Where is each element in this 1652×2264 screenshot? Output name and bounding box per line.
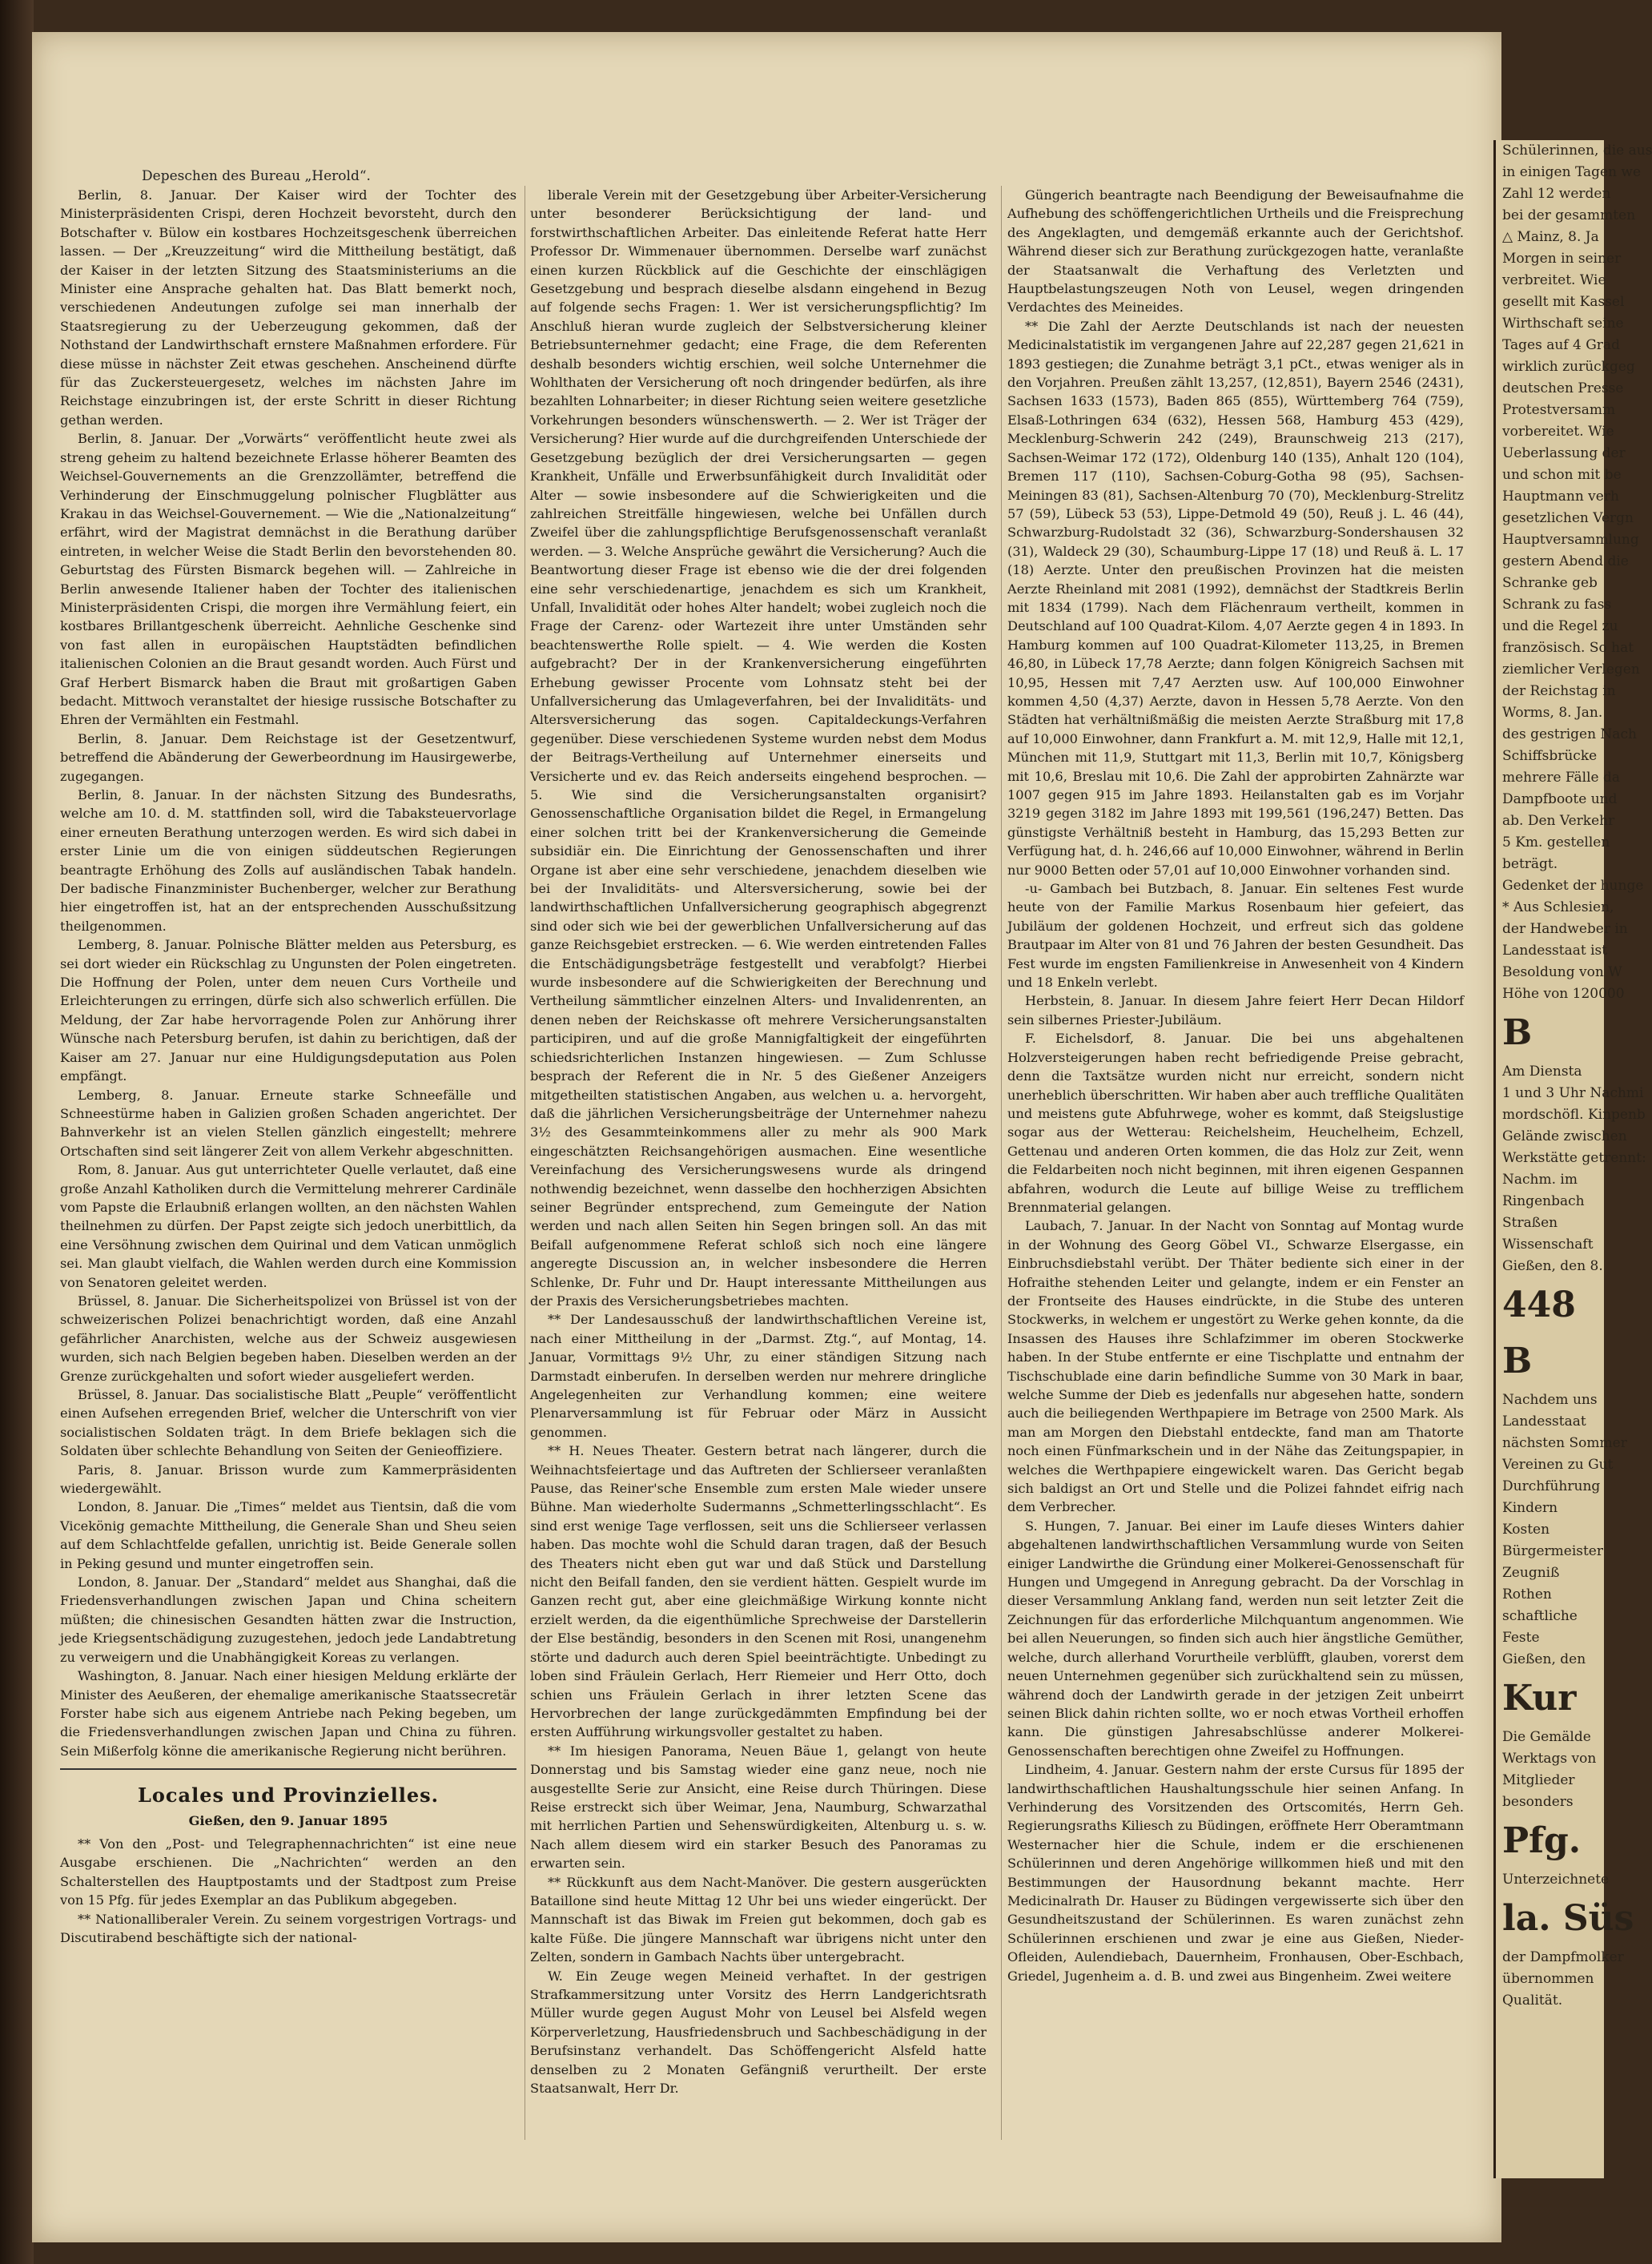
fragment-line: Besoldung von W xyxy=(1502,964,1622,980)
fragment-line: * Aus Schlesien, xyxy=(1502,899,1614,915)
fragment-line: Morgen in seiner xyxy=(1502,251,1622,267)
adjacent-page-fragment xyxy=(1493,140,1652,2178)
fragment-line: gesellt mit Kassel xyxy=(1502,294,1625,310)
fragment-line: Kindern xyxy=(1502,1500,1558,1516)
article-paragraph: -u- Gambach bei Butzbach, 8. Januar. Ein seltenes Fest wurde heute von der Familie Markus Rosenbaum hier gefeiert, das Jubiläum der goldenen Hochzeit, und erfreut sich das goldene Brautpaar im Alter von 81 und 76 Jahren der besten Gesundheit. Das Fest wurde im engsten Familienkreise in Anwesenheit von 4 Kindern und 18 Enkeln verlebt. xyxy=(1007,881,1464,991)
section-title: Locales und Provinzielles. xyxy=(138,1783,439,1808)
fragment-line: 448 xyxy=(1502,1285,1576,1325)
fragment-line: in einigen Tagen we xyxy=(1502,164,1642,180)
column-2 xyxy=(530,186,987,2140)
article-paragraph: Brüssel, 8. Januar. Die Sicherheitspolizei von Brüssel ist von der schweizerischen Polizei benachrichtigt worden, daß eine Anzahl gefährlicher Anarchisten, welche aus der Schweiz ausgewiesen wurden, sich nach Belgien begeben haben. Dieselben werden an der Grenze zurückgehalten und sofort wieder ausgeliefert werden. xyxy=(60,1293,517,1384)
fragment-line: gesetzlichen Vergn xyxy=(1502,510,1634,526)
fragment-line: Schrank zu fass xyxy=(1502,597,1612,613)
fragment-line: Rothen xyxy=(1502,1586,1552,1602)
fragment-line: Mitglieder xyxy=(1502,1772,1575,1788)
fragment-line: deutschen Presse xyxy=(1502,380,1624,396)
book-spine xyxy=(0,0,34,2264)
fragment-line: mehrere Fälle da xyxy=(1502,770,1621,786)
fragment-line: beträgt. xyxy=(1502,856,1558,872)
telegram-header: Depeschen des Bureau „Herold“. xyxy=(142,168,371,184)
article-paragraph: Washington, 8. Januar. Nach einer hiesigen Meldung erklärte der Minister des Aeußeren, der ehemalige amerikanische Staatssecretär Forster habe sich aus eigenem Antriebe nach Peking begeben, um die Friedensverhandlungen zwischen Japan und China zu führen. Sein Mißerfolg könne die amerikanische Regierung nicht berühren. xyxy=(60,1668,517,1759)
article-paragraph: ** Nationalliberaler Verein. Zu seinem vorgestrigen Vortrags- und Discutirabend beschäftigte sich der national- xyxy=(60,1911,517,1945)
article-paragraph: ** Rückkunft aus dem Nacht-Manöver. Die gestern ausgerückten Bataillone sind heute Mittag 12 Uhr bei uns wieder eingerückt. Der Mannschaft ist das Biwak im Freien gut bekommen, doch gab es kalte Füße. Die jüngere Mannschaft war übrigens nicht unter den Zelten, sondern in Gambach Nachts über untergebracht. xyxy=(530,1874,987,1965)
fragment-line: des gestrigen Nach xyxy=(1502,726,1637,742)
article-paragraph: Lemberg, 8. Januar. Polnische Blätter melden aus Petersburg, es sei dort wieder ein Rückschlag zu Ungunsten der Polen eingetreten. Die Hoffnung der Polen, unter dem neuen Curs Vortheile und Erleichterungen zu erringen, dürfe sich also schwerlich erfüllen. Die Meldung, der Zar habe hervorragende Polen zur Anhörung ihrer Wünsche nach Petersburg berufen, ist dahin zu berichtigen, daß der Kaiser am 27. Januar nur eine Huldigungsdeputation aus Polen empfängt. xyxy=(60,937,517,1084)
column-divider xyxy=(1001,186,1002,2140)
column-3 xyxy=(1007,186,1464,2140)
fragment-line: Am Diensta xyxy=(1502,1064,1582,1080)
fragment-line: bei der gesammten xyxy=(1502,207,1636,223)
fragment-line: Kur xyxy=(1502,1678,1577,1719)
fragment-line: vorbereitet. Wie xyxy=(1502,424,1614,440)
fragment-line: Unterzeichnete xyxy=(1502,1872,1610,1888)
fragment-line: Nachdem uns xyxy=(1502,1392,1598,1408)
fragment-line: Die Gemälde xyxy=(1502,1729,1591,1745)
article-paragraph: Lindheim, 4. Januar. Gestern nahm der erste Cursus für 1895 der landwirthschaftlichen Haushaltungsschule hier seinen Anfang. In Verhinderung des Vorsitzenden des Ortscomités, Herrn Geh. Regierungsraths Kiliesch zu Büdingen, eröffnete Herr Oberamtmann Westernacher hier die Schule, indem er die erschienenen Schülerinnen und deren Angehörige willkommen hieß und mit den Bestimmungen der Hausordnung bekannt machte. Herr Medicinalrath Dr. Hauser zu Büdingen vergewisserte sich über den Gesundheitszustand der Schülerinnen. Es waren zunächst zehn Schülerinnen erschienen und zwar je eine aus Gießen, Nieder-Ofleiden, Aulendiebach, Dauernheim, Fronhausen, Ober-Eschbach, Griedel, Jugenheim a. d. B. und zwei aus Bingenheim. Zwei weitere xyxy=(1007,1762,1464,1984)
fragment-line: Wissenschaft xyxy=(1502,1237,1594,1253)
fragment-line: Wirthschaft seine xyxy=(1502,316,1624,332)
fragment-line: der Dampfmolker xyxy=(1502,1949,1624,1965)
fragment-line: 1 und 3 Uhr Nachmi xyxy=(1502,1085,1644,1101)
fragment-line: ziemlicher Verlegen xyxy=(1502,662,1640,678)
article-paragraph: S. Hungen, 7. Januar. Bei einer im Laufe dieses Winters dahier abgehaltenen landwirthschaftlichen Versammlung wurde von Seiten einiger Landwirthe die Gründung einer Molkerei-Genossenschaft für Hungen und Umgegend in Anregung gebracht. Da der Vorschlag in dieser Versammlung Anklang fand, werden nun seit letzter Zeit die Zeichnungen für das erforderliche Milchquantum angenommen. Wie bei allen Neuerungen, so finden sich auch hier ängstliche Gemüther, welche, durch allerhand Vorurtheile verblüfft, glauben, vorerst dem neuen Unternehmen gegenüber sich zurückhaltend sein zu müssen, während doch der Landwirth gerade in der jetzigen Zeit unbeirrt seinen Blick dahin richten sollte, wo er noch etwas Vortheil erhoffen kann. Die günstigen Jahresabschlüsse anderer Molkerei-Genossenschaften berechtigen ohne Zweifel zu Hoffnungen. xyxy=(1007,1518,1464,1759)
local-articles xyxy=(60,1835,517,1947)
article-paragraph: Berlin, 8. Januar. Der „Vorwärts“ veröffentlicht heute zwei als streng geheim zu haltend bezeichnete Erlasse höherer Beamten des Weichsel-Gouvernements an die Grenzzollämter, betreffend die Verhinderung der Einschmuggelung polnischer Flugblätter aus Krakau in das Weichsel-Gouvernement. — Wie die „Nationalzeitung“ erfährt, wird der Magistrat demnächst in die Berathung darüber eintreten, in welcher Weise die Stadt Berlin den bevorstehenden 80. Geburtstag des Fürsten Bismarck begehen will. — Zahlreiche in Berlin anwesende Italiener haben der Tochter des italienischen Ministerpräsidenten Crispi, die morgen ihre Vermählung feiert, ein kostbares Brillantgeschenk überreicht. Aehnliche Geschenke sind von fast allen in europäischen Hauptstädten befindlichen italienischen Colonien an die Braut gesandt worden. Auch Fürst und Graf Herbert Bismarck haben die Braut mit großartigen Gaben bedacht. Mittwoch veranstaltet der hiesige russische Botschafter zu Ehren der Vermählten ein Festmahl. xyxy=(60,431,517,728)
article-paragraph: Güngerich beantragte nach Beendigung der Beweisaufnahme die Aufhebung des schöffengerichtlichen Urtheils und die Freisprechung des Angeklagten, und demgemäß erkannte auch der Gerichtshof. Während dieser sich zur Berathung zurückgezogen hatte, veranlaßte der Staatsanwalt die Verhaftung des Verletzten und Hauptbelastungszeugen Noth von Leusel, wegen dringenden Verdachtes des Meineides. xyxy=(1007,187,1464,316)
column-1 xyxy=(60,186,517,2140)
fragment-line: Gießen, den xyxy=(1502,1651,1586,1667)
fragment-line: mordschöfl. Kinpenb xyxy=(1502,1107,1646,1123)
telegram-articles xyxy=(60,186,517,1760)
article-paragraph: London, 8. Januar. Die „Times“ meldet aus Tientsin, daß die vom Vicekönig gemachte Mittheilung, die Generale Shan und Sheu seien auf dem Schlachtfelde gefallen, unrichtig ist. Beide Generale sollen in Peking gesund und munter eingetroffen sein. xyxy=(60,1499,517,1571)
fragment-line: Bürgermeister xyxy=(1502,1543,1603,1559)
fragment-line: Gelände zwischen xyxy=(1502,1128,1627,1144)
fragment-line: Hauptversammlung xyxy=(1502,532,1639,548)
article-paragraph: Berlin, 8. Januar. Der Kaiser wird der Tochter des Ministerpräsidenten Crispi, deren Hochzeit bevorsteht, durch den Botschafter v. Bülow ein kostbares Hochzeitsgeschenk überreichen lassen. — Der „Kreuzzeitung“ wird die Mittheilung bestätigt, daß der Kaiser in der letzten Sitzung des Staatsministeriums an die Minister eine Ansprache gehalten hat. Das Blatt bemerkt noch, verschiedenen Andeutungen zufolge sei man innerhalb der Staatsregierung zu der Ueberzeugung gekommen, daß der Nothstand der Landwirthschaft ernstere Maßnahmen erfordere. Für diese müsse in nächster Zeit etwas geschehen. Anscheinend dürfte für das Zuckersteuergesetz, welches im nächsten Jahre im Reichstage einzubringen ist, der erste Schritt in dieser Richtung gethan werden. xyxy=(60,187,517,428)
article-paragraph: F. Eichelsdorf, 8. Januar. Die bei uns abgehaltenen Holzversteigerungen haben recht befriedigende Preise gebracht, denn die Taxtsätze wurden nicht nur erreicht, sondern nicht unerheblich überschritten. Wir haben aber auch treffliche Qualitäten und meistens gute Abfuhrwege, woher es kommt, daß Steigslustige sogar aus der Wetterau: Reichelsheim, Heuchelheim, Echzell, Gettenau und anderen Orten kommen, die das Holz zur Zeit, wenn die Feldarbeiten noch nicht beginnen, mit ihren eigenen Gespannen abfahren, wodurch die Leute auf billige Weise zu trefflichem Brennmaterial gelangen. xyxy=(1007,1031,1464,1215)
fragment-line: Gießen, den 8. xyxy=(1502,1258,1603,1274)
fragment-line: Durchführung xyxy=(1502,1478,1601,1494)
fragment-line: Werktags von xyxy=(1502,1751,1597,1767)
fragment-line: verbreitet. Wie xyxy=(1502,272,1606,288)
fragment-line: 5 Km. gestellen xyxy=(1502,834,1610,851)
fragment-line: Vereinen zu Gut xyxy=(1502,1457,1614,1473)
article-paragraph: Berlin, 8. Januar. In der nächsten Sitzung des Bundesraths, welche am 10. d. M. stattfinden soll, wird die Tabaksteuervorlage einer erneuten Berathung unterzogen werden. Es wird sich dabei in erster Linie um die von einigen süddeutschen Regierungen beantragte Erhöhung des Zolls auf ausländischen Tabak handeln. Der badische Finanzminister Buchenberger, welcher zur Berathung hier eingetroffen ist, hat an der entsprechenden Ausschußsitzung theilgenommen. xyxy=(60,787,517,934)
fragment-line: Gedenket der hunge xyxy=(1502,878,1644,894)
article-paragraph: Herbstein, 8. Januar. In diesem Jahre feiert Herr Decan Hildorf sein silbernes Priester-Jubiläum. xyxy=(1007,993,1464,1027)
fragment-line: Höhe von 120000 xyxy=(1502,986,1625,1002)
fragment-line: B xyxy=(1502,1012,1533,1053)
fragment-line: Tages auf 4 Grad xyxy=(1502,337,1620,353)
article-paragraph: ** Von den „Post- und Telegraphennachrichten“ ist eine neue Ausgabe erschienen. Die „Nachrichten“ werden an den Schalterstellen des Hauptpostamts und der Stadtpost zum Preise von 15 Pfg. für jedes Exemplar an das Publikum abgegeben. xyxy=(60,1836,517,1908)
fragment-line: Landesstaat ist xyxy=(1502,943,1608,959)
fragment-line: ab. Den Verkehr xyxy=(1502,813,1615,829)
article-paragraph: ** Die Zahl der Aerzte Deutschlands ist nach der neuesten Medicinalstatistik im vergangenen Jahre auf 22,287 gegen 21,621 in 1893 gestiegen; die Zunahme beträgt 3,1 pCt., etwas weniger als in den Vorjahren. Preußen zählt 13,257, (12,851), Bayern 2546 (2431), Sachsen 1633 (1573), Baden 865 (855), Württemberg 764 (759), Elsaß-Lothringen 634 (632), Hessen 568, Hamburg 453 (429), Mecklenburg-Schwerin 242 (249), Braunschweig 213 (217), Sachsen-Weimar 172 (172), Oldenburg 140 (135), Anhalt 120 (104), Bremen 117 (110), Sachsen-Coburg-Gotha 98 (95), Sachsen-Meiningen 83 (81), Sachsen-Altenburg 70 (70), Mecklenburg-Strelitz 57 (59), Lübeck 53 (53), Lippe-Detmold 49 (50), Reuß j. L. 46 (44), Schwarzburg-Rudolstadt 32 (36), Schwarzburg-Sondershausen 32 (31), Waldeck 29 (30), Schaumburg-Lippe 17 (18) und Reuß ä. L. 17 (18) Aerzte. Unter den preußischen Provinzen hat die meisten Aerzte Rheinland mit 2081 (1992), demnächst der Stadtkreis Berlin mit 1834 (1799). Nach dem Flächenraum vertheilt, kommen in Deutschland auf 100 Quadrat-Kilom. 4,07 Aerzte gegen 4 in 1893. In Hamburg kommen auf 100 Quadrat-Kilometer 113,25, in Bremen 46,80, in Lübeck 17,78 Aerzte; dann folgen Königreich Sachsen mit 10,95, Hessen mit 7,47 Aerzten usw. Auf 100,000 Einwohner kommen 4,50 (4,37) Aerzte, davon in Hessen 5,78 Aerzte. Von den Städten hat verhältnißmäßig die meisten Aerzte Straßburg mit 17,8 auf 10,000 Einwohner, dann Frankfurt a. M. mit 12,9, Halle mit 12,1, München mit 11,9, Stuttgart mit 11,3, Berlin mit 10,7, Königsberg mit 10,6, Breslau mit 10,6. Die Zahl der approbirten Zahnärzte war 1007 gegen 915 im Jahre 1893. Heilanstalten gab es im Vorjahr 3219 gegen 3182 im Jahre 1893 mit 199,561 (196,247) Betten. Das günstigste Verhältniß besteht in Hamburg, das 15,293 Betten zur Verfügung hat, d. h. 246,66 auf 10,000 Einwohner, während in Berlin nur 9000 Betten oder 57,01 auf 10,000 Einwohner vorhanden sind. xyxy=(1007,318,1464,878)
fragment-line: Hauptmann verh xyxy=(1502,489,1619,505)
fragment-line: Protestversamm xyxy=(1502,402,1616,418)
fragment-line: Zahl 12 werden xyxy=(1502,186,1611,202)
fragment-line: la. Süs xyxy=(1502,1898,1634,1939)
fragment-line: Schiffsbrücke xyxy=(1502,748,1598,764)
dateline: Gießen, den 9. Januar 1895 xyxy=(188,1812,388,1828)
fragment-line: Ueberlassung der xyxy=(1502,445,1626,461)
fragment-line: Ringenbach xyxy=(1502,1193,1585,1209)
article-paragraph: Berlin, 8. Januar. Dem Reichstage ist der Gesetzentwurf, betreffend die Abänderung der Gewerbeordnung im Hausirgewerbe, zugegangen. xyxy=(60,730,517,784)
article-paragraph: Brüssel, 8. Januar. Das socialistische Blatt „Peuple“ veröffentlicht einen Aufsehen erregenden Brief, welcher die Unterschrift von vier socialistischen Soldaten trägt. In dem Briefe beklagen sich die Soldaten über schlechte Behandlung von Seiten der Genieoffiziere. xyxy=(60,1387,517,1459)
fragment-line: der Reichstag in xyxy=(1502,683,1616,699)
fragment-line: Straßen xyxy=(1502,1215,1558,1231)
fragment-line: der Handweber in xyxy=(1502,921,1628,937)
section-rule xyxy=(60,1768,517,1770)
local-articles-cont-2 xyxy=(1007,186,1464,1985)
fragment-line: übernommen xyxy=(1502,1971,1594,1987)
fragment-line: französisch. So hat xyxy=(1502,640,1634,656)
fragment-line: Dampfboote und xyxy=(1502,791,1618,807)
fragment-line: Landesstaat xyxy=(1502,1413,1586,1430)
fragment-line: Werkstätte getrennt: xyxy=(1502,1150,1646,1166)
article-paragraph: liberale Verein mit der Gesetzgebung über Arbeiter-Versicherung unter besonderer Berücksichtigung der land- und forstwirthschaftlichen Arbeiter. Das einleitende Referat hatte Herr Professor Dr. Wimmenauer übernommen. Derselbe warf zunächst einen kurzen Rückblick auf die Geschichte der einschlägigen Gesetzgebung und besprach dieselbe alsdann eingehend in Bezug auf folgende sechs Fragen: 1. Wer ist versicherungspflichtig? Im Anschluß hieran wurde zugleich der Selbstversicherung kleiner Betriebsunternehmer gedacht; eine Frage, die dem Referenten deshalb besonders wichtig erschien, weil solche Unternehmer die Wohlthaten der Versicherung oft noch dringender bedürfen, als ihre bezahlten Lohnarbeiter; in dieser Richtung seien weitere gesetzliche Vorkehrungen besonders wünschenswerth. — 2. Wer ist Träger der Versicherung? Hier wurde auf die durchgreifenden Unterschiede der Gesetzgebung bezüglich der drei Versicherungsarten — gegen Krankheit, Unfälle und Erwerbsunfähigkeit durch Invalidität oder Alter — sowie insbesondere auf die Schwierigkeiten und die zahlreichen Streitfälle hingewiesen, welche bei Unfällen durch Zweifel über die zahlungspflichtige Berufsgenossenschaft veranlaßt werden. — 3. Welche Ansprüche gewährt die Versicherung? Auch die Beantwortung dieser Frage ist ebenso wie die der drei folgenden eine sehr verschiedenartige, jenachdem es sich um Krankheit, Unfall, Invalidität oder hohes Alter handelt; wobei zugleich noch die Frage der Carenz- oder Wartezeit ihre unter Umständen sehr beachtenswerthe Rolle spielt. — 4. Wie werden die Kosten aufgebracht? Der in der Krankenversicherung eingeführten Erhebung gewisser Procente vom Lohnsatz steht bei der Unfallversicherung das Umlageverfahren, bei der Invaliditäts- und Altersversicherung das sogen. Capitaldeckungs-Verfahren gegenüber. Diese verschiedenen Systeme wurden nebst dem Modus der Beitrags-Vertheilung auf Unternehmer einerseits und Versicherte und ev. das Reich anderseits eingehend besprochen. — 5. Wie sind die Versicherungsanstalten organisirt? Genossenschaftliche Organisation bildet die Regel, in Ermangelung einer solchen tritt bei der Krankenversicherung die Gemeinde subsidiär ein. Die Einrichtung der Genossenschaften und ihrer Organe ist aber eine sehr verschiedene, jenachdem dieselben wie bei der Invaliditäts- und Altersversicherung, sowie bei der landwirthschaftlichen Unfallversicherung geographisch abgegrenzt sind oder sich wie bei der gewerblichen Unfallversicherung auf das ganze Reichsgebiet erstrecken. — 6. Wie werden eintretenden Falles die Entschädigungsbeträge festgestellt und verabfolgt? Hierbei wurde insbesondere auf die Schwierigkeiten der Berechnung und Vertheilung sämmtlicher einzelnen Alters- und Invalidenrenten, an denen neben der Reichskasse oft mehrere Versicherungsanstalten participiren, und auf die große Mannigfaltigkeit der eingeführten schiedsrichterlichen Instanzen hingewiesen. — Zum Schlusse besprach der Referent die in Nr. 5 des Gießener Anzeigers mitgetheilten statistischen Angaben, aus welchen u. a. hervorgeht, daß die jährlichen Versicherungsbeiträge der Unternehmer nahezu 3½ des Gesammteinkommens aller zu mehr als 900 Mark eingeschätzten Reichsangehörigen ausmachen. Eine wesentliche Vereinfachung des Versicherungswesens wurde als dringend nothwendig bezeichnet, wenn dasselbe den hochherzigen Absichten seiner Begründer entsprechend, zum Gemeingute der Nation werden und nach allen Seiten hin Segen bringen soll. An das mit Beifall aufgenommene Referat schloß sich noch eine längere angeregte Discussion an, in welcher insbesondere die Herren Schlenke, Dr. Fuhr und Dr. Haupt interessante Mittheilungen aus der Praxis des Versicherungsbetriebes machten. xyxy=(530,187,987,1309)
fragment-line: schaftliche xyxy=(1502,1608,1578,1624)
article-paragraph: W. Ein Zeuge wegen Meineid verhaftet. In der gestrigen Strafkammersitzung unter Vorsitz des Herrn Landgerichtsrath Müller wurde gegen August Mohr von Leusel bei Alsfeld wegen Körperverletzung, Hausfriedensbruch und Sachbeschädigung in der Berufsinstanz verhandelt. Das Schöffengericht Alsfeld hatte denselben zu 2 Monaten Gefängniß verurtheilt. Der erste Staatsanwalt, Herr Dr. xyxy=(530,1968,987,2097)
article-paragraph: ** Der Landesausschuß der landwirthschaftlichen Vereine ist, nach einer Mittheilung in der „Darmst. Ztg.“, auf Montag, 14. Januar, Vormittags 9½ Uhr, zu einer ständigen Sitzung nach Darmstadt einberufen. In derselben werden nur mehrere dringliche Angelegenheiten zur Verhandlung kommen; eine weitere Plenarversammlung ist für Februar oder März in Aussicht genommen. xyxy=(530,1312,987,1440)
fragment-line: besonders xyxy=(1502,1794,1574,1810)
fragment-line: und schon mit be xyxy=(1502,467,1622,483)
fragment-line: Zeugniß xyxy=(1502,1565,1560,1581)
fragment-line: Nachm. im xyxy=(1502,1172,1578,1188)
fragment-line: △ Mainz, 8. Ja xyxy=(1502,229,1599,245)
fragment-line: gestern Abend die xyxy=(1502,553,1629,569)
fragment-line: Qualität. xyxy=(1502,1993,1563,2009)
fragment-line: B xyxy=(1502,1341,1533,1381)
local-articles-cont xyxy=(530,186,987,2097)
fragment-line: Kosten xyxy=(1502,1522,1550,1538)
fragment-line: Schranke geb xyxy=(1502,575,1598,591)
fragment-line: nächsten Sommer xyxy=(1502,1435,1627,1451)
article-paragraph: Rom, 8. Januar. Aus gut unterrichteter Quelle verlautet, daß eine große Anzahl Katholiken durch die Vermittelung mehrerer Cardinäle vom Papste die Erlaubniß erlangen wollten, an den nächsten Wahlen theilnehmen zu dürfen. Der Papst zeigte sich jedoch unerbittlich, da eine Versöhnung zwischen dem Quirinal und dem Vatican unmöglich sei. Man glaubt vielfach, die Wahlen werden durch eine Kommission von Senatoren geleitet werden. xyxy=(60,1162,517,1290)
adjacent-page-lines xyxy=(1496,140,1652,2012)
fragment-line: Schülerinnen, die aus xyxy=(1502,143,1652,159)
article-paragraph: Laubach, 7. Januar. In der Nacht von Sonntag auf Montag wurde in der Wohnung des Georg Göbel VI., Schwarze Elsergasse, ein Einbruchsdiebstahl verübt. Der Thäter bediente sich einer in der Hofraithe stehenden Leiter und gelangte, indem er ein Fenster an der Frontseite des Hauses eindrückte, in die Stube des unteren Stockwerks, in welchem er ungestört zu Werke gehen konnte, da die Insassen des Hauses ihre Schlafzimmer im oberen Stockwerke haben. In der Stube entfernte er eine Tischplatte und entnahm der Tischschublade eine darin befindliche Summe von 30 Mark in baar, welche Summe der Dieb es jedenfalls nur abgesehen hatte, sondern auch die beiliegenden Werthpapiere im Betrage von 2500 Mark. Als man am Morgen den Diebstahl entdeckte, fand man am Thatorte noch einen Fünfmarkschein und in der Nähe das Zeitungspapier, in welches die Werthpapiere eingewickelt waren. Das Gericht begab sich baldigst an Ort und Stelle und die Polizei fahndet eifrig nach dem Verbrecher. xyxy=(1007,1218,1464,1515)
article-paragraph: ** Im hiesigen Panorama, Neuen Bäue 1, gelangt von heute Donnerstag und bis Samstag wieder eine ganz neue, noch nie ausgestellte Serie zur Ansicht, eine Reise durch Thüringen. Diese Reise erstreckt sich über Weimar, Jena, Naumburg, Schwarzathal mit herrlichen Partien und Sehenswürdigkeiten, Altenburg u. s. w. Nach allem diesem wird ein starker Besuch des Panoramas zu erwarten sein. xyxy=(530,1743,987,1872)
fragment-line: wirklich zurückgeg xyxy=(1502,359,1635,375)
fragment-line: Worms, 8. Jan. xyxy=(1502,705,1603,721)
fragment-line: Feste xyxy=(1502,1630,1540,1646)
article-paragraph: ** H. Neues Theater. Gestern betrat nach längerer, durch die Weihnachtsfeiertage und das Auftreten der Schlierseer veranlaßten Pause, das Reiner'sche Ensemble zum ersten Male wieder unsere Bühne. Man wiederholte Sudermanns „Schmetterlingsschlacht“. Es sind erst wenige Tage verflossen, seit uns die Schlierseer verlassen haben. Das mochte wohl die Schuld daran tragen, daß der Besuch des Theaters nicht eben gut war und daß Stück und Darstellung nicht den Beifall fanden, den sie verdient hätten. Gespielt wurde im Ganzen recht gut, aber eine gleichmäßige Wirkung konnte nicht erzielt werden, da die eigenthümliche Sprechweise der Darstellerin der Else beständig, besonders in den Scenen mit Rosi, unangenehm störte und dadurch auch deren Spiel beeinträchtigte. Unbedingt zu loben sind Fräulein Gerlach, Herr Riemeier und Herr Otto, doch schien uns Fräulein Gerlach in ihrer letzten Scene das Hervorbrechen der lange zurückgedämmten Empfindung bei der ersten Aufführung wirkungsvoller gestaltet zu haben. xyxy=(530,1443,987,1740)
fragment-line: Pfg. xyxy=(1502,1820,1582,1861)
article-paragraph: Lemberg, 8. Januar. Erneute starke Schneefälle und Schneestürme haben in Galizien großen Schaden angerichtet. Der Bahnverkehr ist an vielen Stellen gänzlich eingestellt; mehrere Ortschaften sind seit längerer Zeit von allem Verkehr abgeschnitten. xyxy=(60,1087,517,1159)
article-paragraph: London, 8. Januar. Der „Standard“ meldet aus Shanghai, daß die Friedensverhandlungen zwischen Japan und China scheitern müßten; die chinesischen Gesandten hätten zwar die Instruction, jede Kriegsentschädigung zuzugestehen, jedoch jede Landabtretung zu verweigern und die Unabhängigkeit Koreas zu verlangen. xyxy=(60,1574,517,1665)
fragment-line: und die Regel zu xyxy=(1502,618,1618,634)
article-paragraph: Paris, 8. Januar. Brisson wurde zum Kammerpräsidenten wiedergewählt. xyxy=(60,1462,517,1497)
